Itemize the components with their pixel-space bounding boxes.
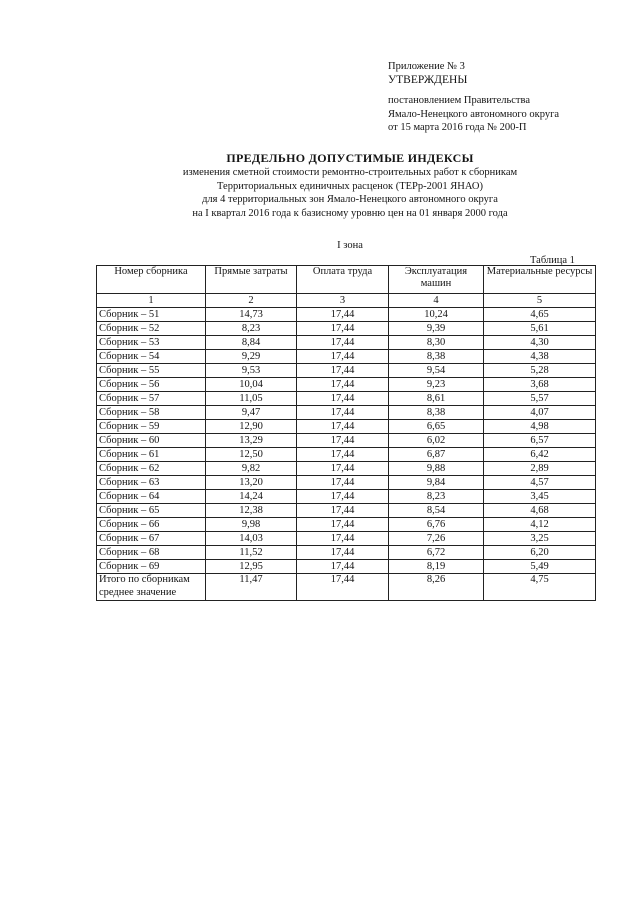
collection-name: Сборник – 62 bbox=[97, 462, 206, 476]
labor-payment-value: 17,44 bbox=[297, 546, 389, 560]
material-resources-value: 3,25 bbox=[484, 532, 596, 546]
subtitle-line-1: изменения сметной стоимости ремонтно-строительных работ к сборникам bbox=[182, 167, 518, 178]
collection-name: Сборник – 67 bbox=[97, 532, 206, 546]
collection-name: Сборник – 65 bbox=[97, 504, 206, 518]
labor-payment-value: 17,44 bbox=[297, 560, 389, 574]
collection-name: Сборник – 52 bbox=[97, 322, 206, 336]
labor-payment-value: 17,44 bbox=[297, 392, 389, 406]
table-row bbox=[97, 308, 596, 322]
labor-payment-value: 17,44 bbox=[297, 476, 389, 490]
material-resources-value: 4,68 bbox=[484, 504, 596, 518]
decree-line-3: от 15 марта 2016 года № 200-П bbox=[388, 122, 527, 133]
total-row bbox=[97, 574, 596, 601]
direct-costs-value: 12,50 bbox=[206, 448, 297, 462]
labor-payment-value: 17,44 bbox=[297, 434, 389, 448]
material-resources-value: 4,65 bbox=[484, 308, 596, 322]
direct-costs-value: 14,24 bbox=[206, 490, 297, 504]
material-resources-value: 3,45 bbox=[484, 490, 596, 504]
table-row bbox=[97, 490, 596, 504]
total-label: Итого по сборникам среднее значение bbox=[97, 574, 206, 601]
machine-operation-value-total: 8,26 bbox=[389, 574, 484, 601]
table-row bbox=[97, 378, 596, 392]
machine-operation-value: 8,30 bbox=[389, 336, 484, 350]
material-resources-value-total: 4,75 bbox=[484, 574, 596, 601]
direct-costs-value-total: 11,47 bbox=[206, 574, 297, 601]
direct-costs-value: 8,23 bbox=[206, 322, 297, 336]
labor-payment-value: 17,44 bbox=[297, 504, 389, 518]
indices-table bbox=[96, 265, 596, 601]
direct-costs-value: 9,82 bbox=[206, 462, 297, 476]
table-row bbox=[97, 504, 596, 518]
collection-name: Сборник – 59 bbox=[97, 420, 206, 434]
table-row bbox=[97, 350, 596, 364]
approved-label: УТВЕРЖДЕНЫ bbox=[388, 73, 468, 86]
collection-name: Сборник – 54 bbox=[97, 350, 206, 364]
labor-payment-value: 17,44 bbox=[297, 364, 389, 378]
collection-name: Сборник – 55 bbox=[97, 364, 206, 378]
document-heading bbox=[90, 150, 610, 220]
table-row bbox=[97, 406, 596, 420]
material-resources-value: 4,38 bbox=[484, 350, 596, 364]
labor-payment-value: 17,44 bbox=[297, 462, 389, 476]
material-resources-value: 5,28 bbox=[484, 364, 596, 378]
material-resources-value: 5,61 bbox=[484, 322, 596, 336]
material-resources-value: 4,12 bbox=[484, 518, 596, 532]
subtitle-line-2: Территориальных единичных расценок (ТЕРр-2001 ЯНАО) bbox=[217, 180, 483, 192]
direct-costs-value: 12,90 bbox=[206, 420, 297, 434]
labor-payment-value: 17,44 bbox=[297, 308, 389, 322]
table-row bbox=[97, 322, 596, 336]
collection-name: Сборник – 63 bbox=[97, 476, 206, 490]
table-label: Таблица 1 bbox=[530, 255, 575, 266]
material-resources-value: 6,57 bbox=[484, 434, 596, 448]
table-row bbox=[97, 476, 596, 490]
direct-costs-value: 12,95 bbox=[206, 560, 297, 574]
table-row bbox=[97, 448, 596, 462]
labor-payment-value-total: 17,44 bbox=[297, 574, 389, 601]
machine-operation-value: 6,02 bbox=[389, 434, 484, 448]
direct-costs-value: 13,20 bbox=[206, 476, 297, 490]
approval-block bbox=[388, 60, 628, 135]
collection-name: Сборник – 56 bbox=[97, 378, 206, 392]
header-material-resources: Материальные ресурсы bbox=[484, 266, 596, 294]
labor-payment-value: 17,44 bbox=[297, 518, 389, 532]
machine-operation-value: 8,61 bbox=[389, 392, 484, 406]
table-row bbox=[97, 560, 596, 574]
column-number: 3 bbox=[297, 294, 389, 308]
labor-payment-value: 17,44 bbox=[297, 378, 389, 392]
material-resources-value: 5,57 bbox=[484, 392, 596, 406]
collection-name: Сборник – 66 bbox=[97, 518, 206, 532]
labor-payment-value: 17,44 bbox=[297, 420, 389, 434]
material-resources-value: 3,68 bbox=[484, 378, 596, 392]
machine-operation-value: 8,19 bbox=[389, 560, 484, 574]
machine-operation-value: 9,23 bbox=[389, 378, 484, 392]
direct-costs-value: 12,38 bbox=[206, 504, 297, 518]
table-row bbox=[97, 462, 596, 476]
document-title: ПРЕДЕЛЬНО ДОПУСТИМЫЕ ИНДЕКСЫ bbox=[226, 151, 474, 165]
machine-operation-value: 9,84 bbox=[389, 476, 484, 490]
machine-operation-value: 10,24 bbox=[389, 308, 484, 322]
table-row bbox=[97, 518, 596, 532]
direct-costs-value: 11,05 bbox=[206, 392, 297, 406]
collection-name: Сборник – 61 bbox=[97, 448, 206, 462]
machine-operation-value: 8,38 bbox=[389, 406, 484, 420]
direct-costs-value: 14,73 bbox=[206, 308, 297, 322]
direct-costs-value: 8,84 bbox=[206, 336, 297, 350]
machine-operation-value: 6,87 bbox=[389, 448, 484, 462]
material-resources-value: 5,49 bbox=[484, 560, 596, 574]
column-number-row bbox=[97, 294, 596, 308]
header-collection-number: Номер сборника bbox=[97, 266, 206, 294]
material-resources-value: 4,57 bbox=[484, 476, 596, 490]
labor-payment-value: 17,44 bbox=[297, 532, 389, 546]
material-resources-value: 6,42 bbox=[484, 448, 596, 462]
collection-name: Сборник – 57 bbox=[97, 392, 206, 406]
header-machine-operation: Эксплуатация машин bbox=[389, 266, 484, 294]
header-direct-costs: Прямые затраты bbox=[206, 266, 297, 294]
direct-costs-value: 11,52 bbox=[206, 546, 297, 560]
decree-line-1: постановлением Правительства bbox=[388, 95, 531, 106]
table-row bbox=[97, 336, 596, 350]
labor-payment-value: 17,44 bbox=[297, 490, 389, 504]
zone-label: I зона bbox=[337, 240, 363, 251]
material-resources-value: 2,89 bbox=[484, 462, 596, 476]
direct-costs-value: 9,29 bbox=[206, 350, 297, 364]
machine-operation-value: 6,65 bbox=[389, 420, 484, 434]
table-row bbox=[97, 434, 596, 448]
direct-costs-value: 13,29 bbox=[206, 434, 297, 448]
column-number: 2 bbox=[206, 294, 297, 308]
column-number: 1 bbox=[97, 294, 206, 308]
material-resources-value: 4,98 bbox=[484, 420, 596, 434]
table-row bbox=[97, 420, 596, 434]
table-row bbox=[97, 532, 596, 546]
subtitle-line-4: на I квартал 2016 года к базисному уровню цен на 01 января 2000 года bbox=[192, 207, 508, 219]
table-row bbox=[97, 392, 596, 406]
labor-payment-value: 17,44 bbox=[297, 448, 389, 462]
column-number: 4 bbox=[389, 294, 484, 308]
direct-costs-value: 9,47 bbox=[206, 406, 297, 420]
collection-name: Сборник – 58 bbox=[97, 406, 206, 420]
labor-payment-value: 17,44 bbox=[297, 322, 389, 336]
subtitle-line-3: для 4 территориальных зон Ямало-Ненецкого автономного округа bbox=[202, 194, 498, 205]
material-resources-value: 6,20 bbox=[484, 546, 596, 560]
machine-operation-value: 6,76 bbox=[389, 518, 484, 532]
machine-operation-value: 8,23 bbox=[389, 490, 484, 504]
direct-costs-value: 14,03 bbox=[206, 532, 297, 546]
table-row bbox=[97, 364, 596, 378]
decree-line-2: Ямало-Ненецкого автономного округа bbox=[388, 108, 560, 120]
column-number: 5 bbox=[484, 294, 596, 308]
labor-payment-value: 17,44 bbox=[297, 406, 389, 420]
collection-name: Сборник – 53 bbox=[97, 336, 206, 350]
machine-operation-value: 9,54 bbox=[389, 364, 484, 378]
machine-operation-value: 9,39 bbox=[389, 322, 484, 336]
material-resources-value: 4,07 bbox=[484, 406, 596, 420]
collection-name: Сборник – 51 bbox=[97, 308, 206, 322]
machine-operation-value: 6,72 bbox=[389, 546, 484, 560]
collection-name: Сборник – 60 bbox=[97, 434, 206, 448]
material-resources-value: 4,30 bbox=[484, 336, 596, 350]
table-row bbox=[97, 546, 596, 560]
header-labor-payment: Оплата труда bbox=[297, 266, 389, 294]
machine-operation-value: 7,26 bbox=[389, 532, 484, 546]
machine-operation-value: 9,88 bbox=[389, 462, 484, 476]
machine-operation-value: 8,54 bbox=[389, 504, 484, 518]
table-header-row bbox=[97, 266, 596, 294]
direct-costs-value: 9,53 bbox=[206, 364, 297, 378]
machine-operation-value: 8,38 bbox=[389, 350, 484, 364]
collection-name: Сборник – 69 bbox=[97, 560, 206, 574]
appendix-label: Приложение № 3 bbox=[388, 61, 465, 72]
collection-name: Сборник – 68 bbox=[97, 546, 206, 560]
labor-payment-value: 17,44 bbox=[297, 350, 389, 364]
direct-costs-value: 10,04 bbox=[206, 378, 297, 392]
labor-payment-value: 17,44 bbox=[297, 336, 389, 350]
direct-costs-value: 9,98 bbox=[206, 518, 297, 532]
collection-name: Сборник – 64 bbox=[97, 490, 206, 504]
